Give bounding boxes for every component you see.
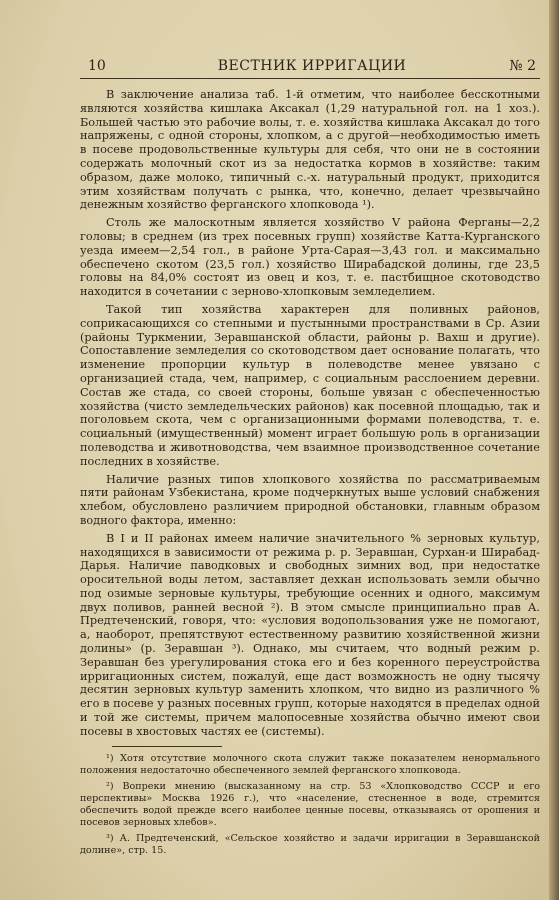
paragraph: Наличие разных типов хлопкового хозяйства по рассматриваемым пяти районам Узбекистана, кроме подчеркнутых выше условий снабжения хлебом, обусловлено различием природной обстановки, главным образом водного фактора, именно: [80,472,540,527]
paragraph: Столь же малоскотным является хозяйство V района Ферганы—2,2 головы; в среднем (из трех посевных групп) хозяйстве Катта-Курганского уезда имеем—2,54 гол., в районе Урта-Сарая—3,43 гол. и максимально обеспечено скотом (23,5 гол.) хозяйство Ширабадской долины, где 23,5 головы на 84,0% состоят из овец и коз, т. е. пастбищное скотоводство находится в сочетании с зерново-хлопковым земледелием. [80,216,540,299]
journal-title: ВЕСТНИК ИРРИГАЦИИ [217,58,407,74]
footnote: ¹) Хотя отсутствие молочного скота служит также показателем ненормального положения недостаточно обеспеченного землей ферганского хлопковода. [80,752,540,776]
paragraph: В I и II районах имеем наличие значительного % зерновых культур, находящихся в зависимости от режима р. р. Зеравшан, Сурхан-и Ширабад-Дарья. Наличие паводковых и свободных зимних вод, при недостатке оросительной воды летом, заставляет дехкан использовать земли обычно под озимые зерновые культуры, требующие осенних и одного, максимум двух поливов, ранней весной ²). В этом смысле принципиально прав А. Предтеченский, говоря, что: «условия водопользования уже не помогают, а, наоборот, препятствуют естественному развитию хозяйственной жизни долины» (р. Зеравшан ³). Однако, мы считаем, что водный режим р. Зеравшан без урегулирования стока его и без коренного переустройства ирригационных систем, пожалуй, еще даст возможность не одну тысячу десятин зерновых культур заменить хлопком, что видно из различного % его в посеве у разных посевных групп, которые находятся в пределах одной и той же системы, причем малопосевные хозяйства обычно имеют свои посевы в хвостовых частях ее (системы). [80,531,540,738]
header-rule [80,78,540,79]
paragraph: Такой тип хозяйства характерен для поливных районов, соприкасающихся со степными и пустынными пространствами в Ср. Азии (районы Туркмении, Зеравшанской области, районы р. Вахш и другие). Сопоставление земледелия со скотоводством дает основание полагать, что изменение пропорции культур в полеводстве менее увязано с организацией стада, чем, например, с социальным расслоением деревни. Состав же стада, со своей стороны, больше увязан с обеспеченностью хозяйства (чисто земледельческих районов) как посевной площадью, так и поголовьем скота, чем с организационными формами полеводства, т. е. социальный (имущественный) момент играет большую роль в организации полеводства и животноводства, чем взаимное производственное сочетание последних в хозяйстве. [80,302,540,468]
paragraph: В заключение анализа таб. 1-й отметим, что наиболее бесскотными являются хозяйства кишлака Аксакал (1,29 натуральной гол. на 1 хоз.). Большей частью это рабочие волы, т. е. хозяйства кишлака Аксакал до того напряжены, с одной стороны, хлопком, а с другой—необходимостью иметь в посеве продовольственные культуры для себя, что они не в состоянии содержать молочный скот из за недостатка кормов в хозяйстве: таким образом, даже молоко, типичный с.-х. натуральный продукт, приходится этим хозяйствам получать с рынка, что, конечно, делает чрезвычайно денежным хозяйство ферганского хлопковода ¹). [80,88,540,212]
footnote: ²) Вопреки мнению (высказанному на стр. 53 «Хлопководство СССР и его перспективы» Москва 1926 г.), что «население, стесненное в воде, стремится обеспечить водой прежде всего наиболее ценные посевы, отказываясь от орошения и посевов зерновых хлебов». [80,780,540,828]
page-number: 10 [88,58,106,74]
page-edge-shadow [549,0,559,900]
footnote: ³) А. Предтеченский, «Сельское хозяйство и задачи ирригации в Зеравшанской долине», стр. 15. [80,832,540,856]
article-body [80,88,540,861]
issue-number: № 2 [509,58,536,74]
footnote-separator [112,746,222,747]
running-header [88,58,536,76]
